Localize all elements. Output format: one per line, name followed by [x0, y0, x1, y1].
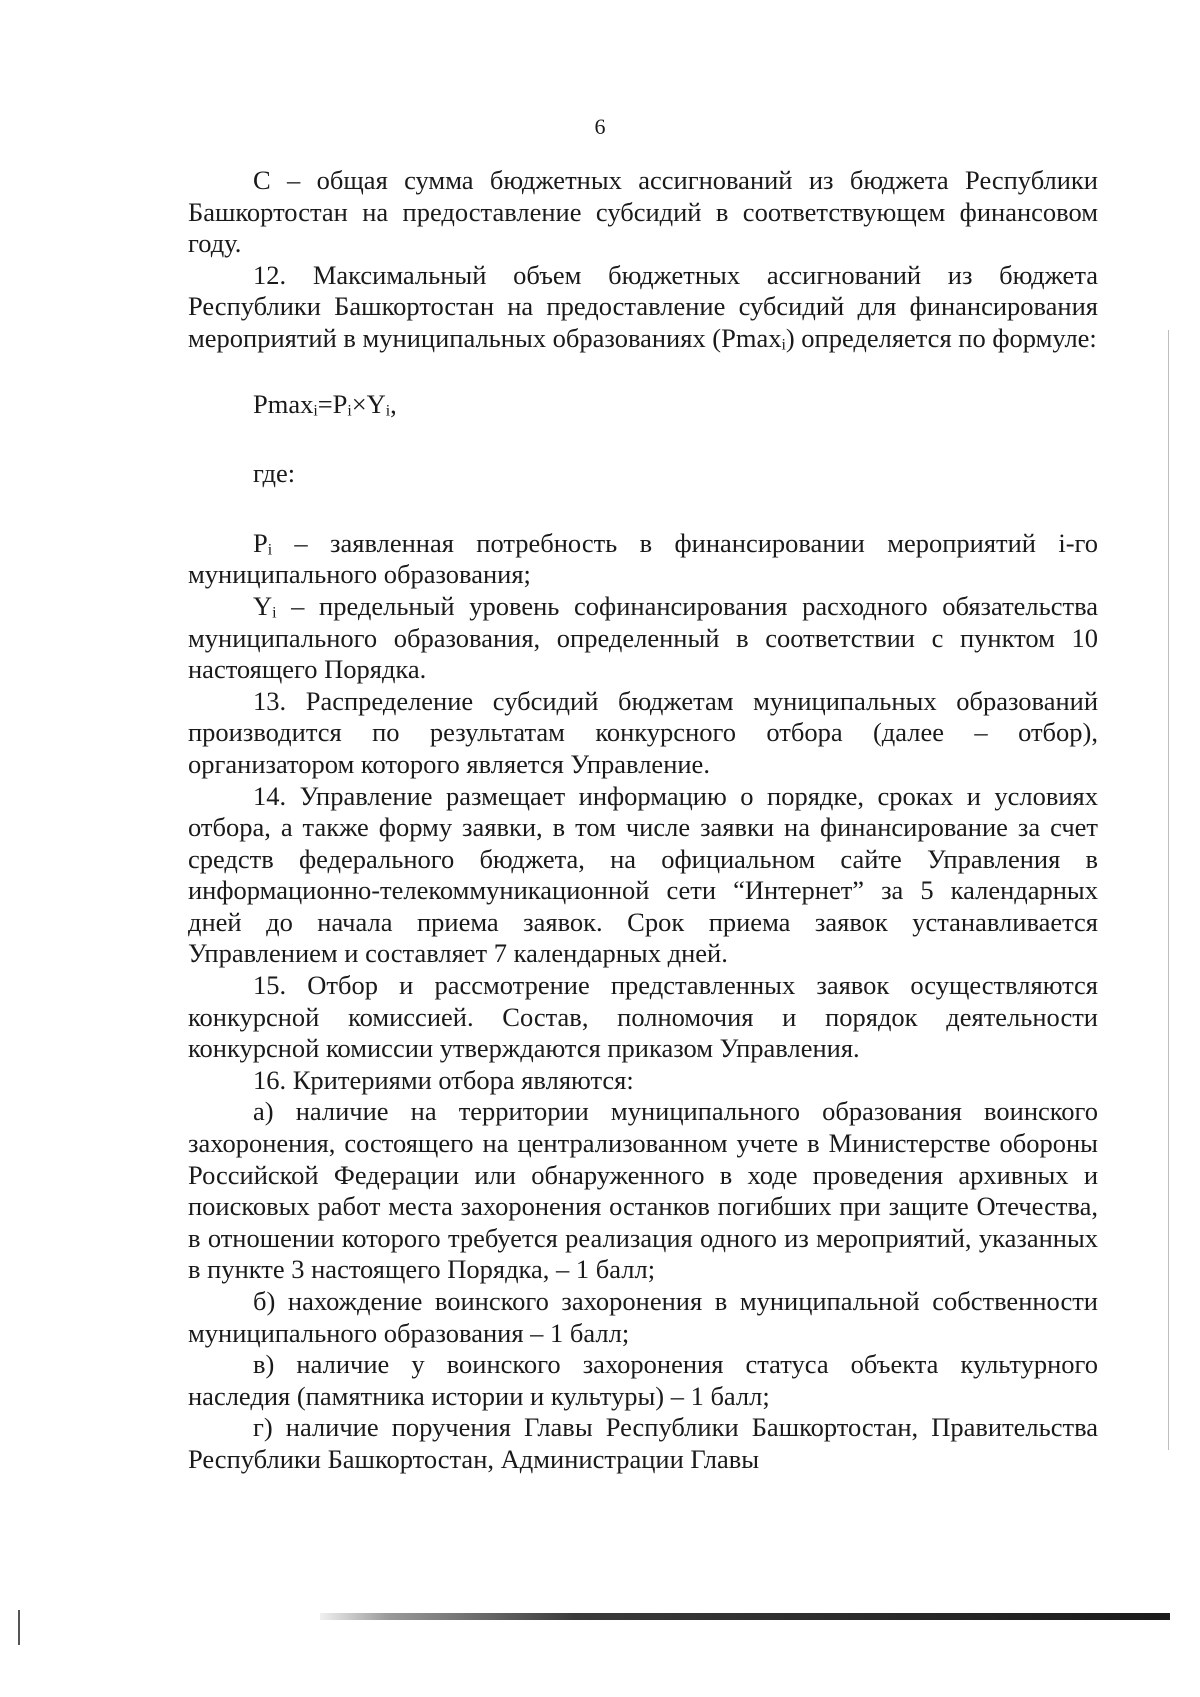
paragraph-item-14: 14. Управление размещает информацию о порядке, сроках и условиях отбора, а также форму заявки, в том числе заявки на финансирование за счет средств федерального бюджета, на официальном сайте Управления в информационно-телекоммуникационной сети “Интернет” за 5 календарных дней до начала приема заявок. Срок приема заявок устанавливается Управлением и составляет 7 календарных дней.: [188, 780, 1098, 969]
formula-pmax: Pmaxᵢ=Pᵢ×Yᵢ,: [253, 388, 397, 419]
page-number: 6: [594, 114, 606, 139]
criterion-a: а) наличие на территории муниципального образования воинского захоронения, состоящего на централизованном учете в Министерстве обороны Российской Федерации или обнаруженного в ходе проведения архивных и поисковых работ места захоронения останков погибших при защите Отечества, в отношении которого требуется реализация одного из мероприятий, указанных в пункте 3 настоящего Порядка, – 1 балл;: [188, 1096, 1098, 1285]
paragraph-item-15: 15. Отбор и рассмотрение представленных заявок осуществляются конкурсной комиссией. Состав, полномочия и порядок деятельности конкурсной комиссии утверждаются приказом Управления.: [188, 970, 1098, 1064]
criterion-v: в) наличие у воинского захоронения статуса объекта культурного наследия (памятника истории и культуры) – 1 балл;: [188, 1349, 1098, 1411]
formula-where-label: где:: [253, 458, 296, 489]
scan-edge-left: [18, 1610, 20, 1645]
paragraph-pi-definition: Pᵢ – заявленная потребность в финансировании мероприятий i-го муниципального образования;: [188, 527, 1098, 590]
paragraph-yi-definition: Yᵢ – предельный уровень софинансирования расходного обязательства муниципального образования, определенный в соответствии с пунктом 10 настоящего Порядка.: [188, 590, 1098, 685]
scan-bottom-edge: [320, 1613, 1170, 1620]
criterion-g: г) наличие поручения Главы Республики Башкортостан, Правительства Республики Башкортостан, Администрации Главы: [188, 1412, 1098, 1474]
scan-edge-right: [1168, 330, 1169, 1450]
document-body: [188, 165, 1098, 1476]
paragraph-total-sum-definition: С – общая сумма бюджетных ассигнований из бюджета Республики Башкортостан на предоставление субсидий в соответствующем финансовом году.: [188, 165, 1098, 259]
paragraph-item-12: 12. Максимальный объем бюджетных ассигнований из бюджета Республики Башкортостан на предоставление субсидий для финансирования мероприятий в муниципальных образованиях (Pmaxᵢ) определяется по формуле:: [188, 259, 1098, 353]
criterion-b: б) нахождение воинского захоронения в муниципальной собственности муниципального образования – 1 балл;: [188, 1286, 1098, 1348]
paragraph-item-16: 16. Критериями отбора являются:: [253, 1064, 634, 1095]
paragraph-item-13: 13. Распределение субсидий бюджетам муниципальных образований производится по результатам конкурсного отбора (далее – отбор), организатором которого является Управление.: [188, 685, 1098, 779]
